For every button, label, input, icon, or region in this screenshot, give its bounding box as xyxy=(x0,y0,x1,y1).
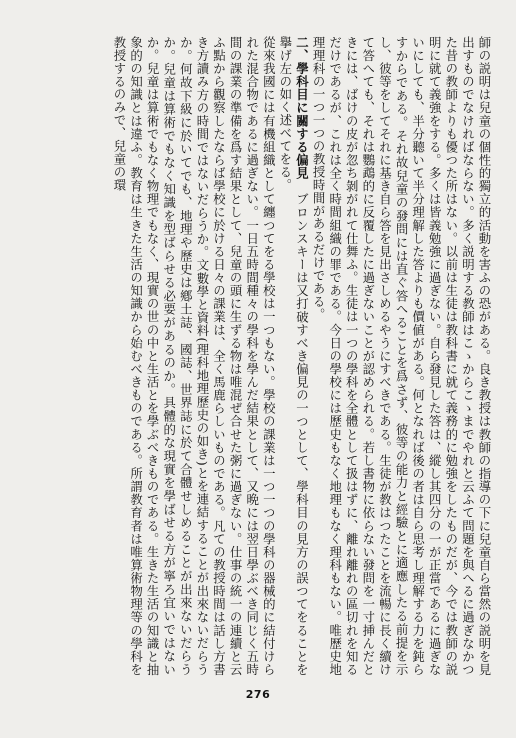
section-intro: ブロンスキーは又打破すべき偏見の一つとして、學科目の見方の誤つてをることを擧げ左の如く述べてをる。 xyxy=(277,36,310,676)
body-text xyxy=(32,36,492,676)
paragraph: 師の説明は兒童の個性的獨立的活動を害ふの恐がある。良き教授は教師の指導の下に兒童自ら當然の説明を見出すものでなければならない。多く説明する教師はこゝからこゝまでやれと云ふて問題を與へるに過ぎなかつた昔の教師よりも優つた所はない。以前は生徒は教科書に就て義務的に勉強をしたものだが、今では教師の説明に就て義強をする。多くは皆義勉強に過ぎない。自ら發見した答は、縱し其四分の一が正當であるに過ぎないにしても、半分聽いて半分理解した答よりも價値がある。何となれば後の者は自ら思考し理解する力を鈍らすからである。それ故兒童の發問には直ぐ答へることを爲さず、彼等の能力と經驗とに適應したる前提を示し、彼等をしてそれに基き自ら答を見出さしめるやうにすべきである。生徒が教はつたことを流暢に長く續けて答へても、それは鸚鵡的に反覆したに過ぎないことが認められる。若し書物に依らない發問を一寸挿んだときには、ばけの皮が忽ち剝がれて仕舞ふ。生徒は一つの學科を全體として扱はずに、離れ離れの區切れを知るだけであるが、これは全く時間組織の罪である。今日の學校には歷史もなく地理もなく理科もない。唯歷史地理理科の一つ一つの教授時間があるだけである。 xyxy=(311,36,492,676)
paragraph: 從來我國には有機組織として纏つてをる學校は一つもない。學校の課業は一つ一つの學科の器械的に結付けられた混合物であるに過ぎない。一日五時間種々の學科を學んだ結果として、又晩には翌日學ぶべき同じく五時間の課業の準備を爲す結果として、兒童の頭に生ずる物は唯混ぜ合せた粥に過ぎない。仕事の統一の連續と云ふ點から觀察したならば學校に於ける日々の課業は、全く馬鹿らしいものである。凡ての教授時間は話し方書き方讀み方の時間ではないだらうか。文數學と資料(理科地理歷史の如き)とを連結することが出來ないだらうか。何故下級に於いてでも、地理や歷史は鄕土誌、國誌、世界誌に於て合體せしめることが出來ないだらうか。兒童は算術でもなく知識を型ばらせる必要があるのか。具體的な現實を學ばせる方が寧ろ宜いではないか。兒童は算術でもなく物理でもなく、現實の世の中と生活とを學ぶべきものである。生きた生活の知識と抽象的の知識とは違ふ。教育は生きた生活の知識から始むべきものである。所謂教育者は唯算術物理等の學科を教授するのみで、兒童の環 xyxy=(111,36,277,676)
section-heading: 二、學科目に關する偏見 xyxy=(294,36,310,180)
section-heading-line xyxy=(276,36,309,676)
page-number: 276 xyxy=(245,688,271,701)
